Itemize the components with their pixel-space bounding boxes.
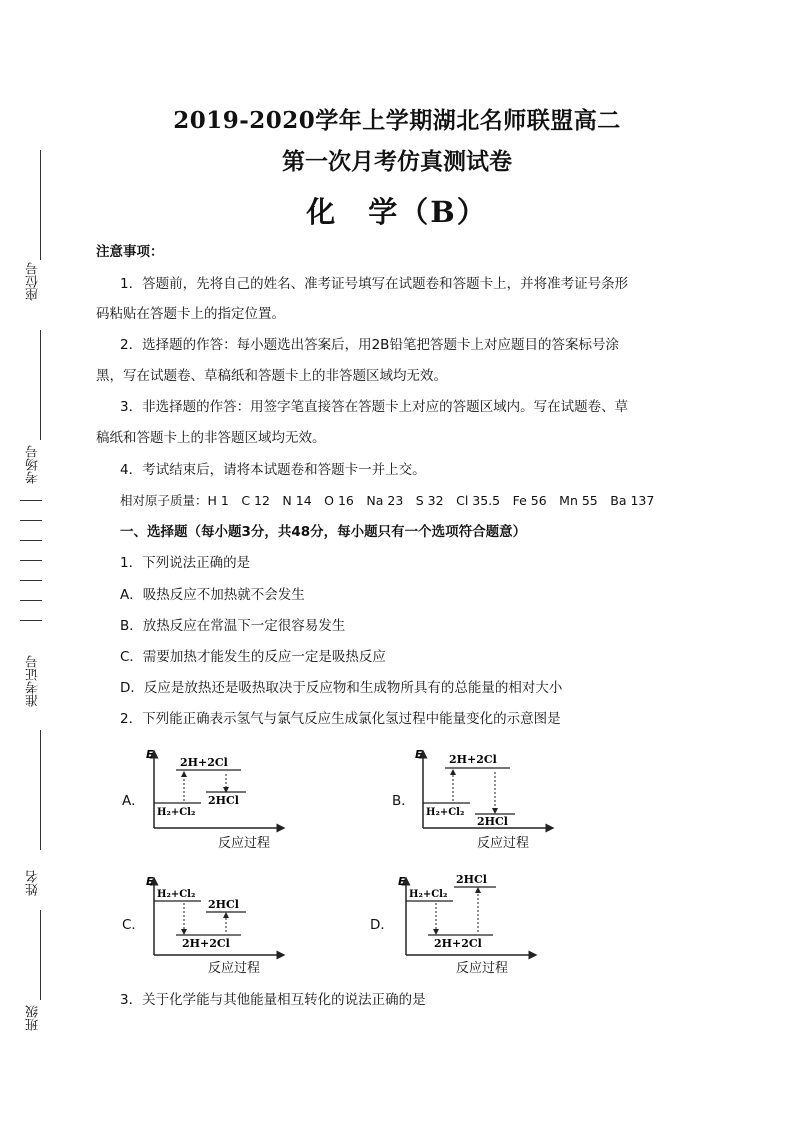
name-label: 姓名	[26, 870, 41, 896]
energy-diagram-a	[146, 748, 286, 852]
atoms-level: 2H+2Cl	[449, 753, 497, 766]
notice-item: 4．考试结束后，请将本试题卷和答题卡一并上交。	[120, 462, 426, 478]
reactants-level: H₂+Cl₂	[409, 889, 448, 900]
q2-option-a-label: A．	[122, 793, 145, 809]
axis-x-label: 反应过程	[456, 961, 509, 976]
page-subtitle: 第一次月考仿真测试卷	[282, 148, 512, 175]
binding-line	[40, 730, 41, 850]
notice-heading: 注意事项：	[96, 244, 164, 260]
energy-diagram-d	[398, 875, 538, 979]
ticket-grid	[20, 500, 42, 640]
q2-option-d-label: D．	[370, 917, 394, 933]
room-label: 考场号	[26, 445, 41, 484]
binding-line	[40, 910, 41, 1000]
question-2-stem: 2．下列能正确表示氢气与氯气反应生成氯化氢过程中能量变化的示意图是	[120, 711, 561, 727]
product-level: 2HCl	[456, 873, 487, 886]
section-heading: 一、选择题（每小题3分，共48分，每小题只有一个选项符合题意）	[120, 524, 527, 540]
axis-x-label: 反应过程	[218, 836, 271, 851]
axis-x-label: 反应过程	[208, 961, 261, 976]
reactants-level: H₂+Cl₂	[426, 807, 465, 818]
class-label: 班级	[26, 1005, 41, 1031]
axis-x-label: 反应过程	[477, 836, 530, 851]
q2-option-c-label: C．	[122, 917, 145, 933]
q2-option-b-label: B．	[392, 793, 415, 809]
q1-option-c: C．需要加热才能发生的反应一定是吸热反应	[120, 649, 386, 665]
product-level: 2HCl	[477, 815, 508, 828]
energy-diagram-b	[415, 748, 555, 852]
notice-item: 1．答题前，先将自己的姓名、准考证号填写在试题卷和答题卡上，并将准考证号条形	[120, 276, 629, 292]
atomic-mass-line: 相对原子质量：H 1 C 12 N 14 O 16 Na 23 S 32 Cl 35.5 Fe 56 Mn 55 Ba 137	[120, 493, 655, 508]
axis-e-label: E	[146, 875, 154, 888]
q1-option-d: D．反应是放热还是吸热取决于反应物和生成物所具有的总能量的相对大小	[120, 680, 563, 696]
binding-line	[40, 330, 41, 440]
atoms-level: 2H+2Cl	[182, 937, 230, 950]
axis-e-label: E	[415, 748, 423, 761]
reactants-level: H₂+Cl₂	[157, 807, 196, 818]
subject-title: 化 学（B）	[306, 195, 488, 229]
question-3-stem: 3．关于化学能与其他能量相互转化的说法正确的是	[120, 992, 426, 1008]
q1-option-a: A．吸热反应不加热就不会发生	[120, 587, 305, 603]
atoms-level: 2H+2Cl	[434, 937, 482, 950]
product-level: 2HCl	[208, 794, 239, 807]
notice-item: 3．非选择题的作答：用签字笔直接答在答题卡上对应的答题区域内。写在试题卷、草	[120, 399, 629, 415]
notice-item: 码粘贴在答题卡上的指定位置。	[96, 306, 285, 322]
reactants-level: H₂+Cl₂	[157, 889, 196, 900]
q1-option-b: B．放热反应在常温下一定很容易发生	[120, 618, 346, 634]
energy-diagram-c	[146, 875, 286, 979]
notice-item: 黑，写在试题卷、草稿纸和答题卡上的非答题区域均无效。	[96, 368, 447, 384]
notice-item: 2．选择题的作答：每小题选出答案后，用2B铅笔把答题卡上对应题目的答案标号涂	[120, 337, 619, 353]
ticket-label: 准考证号	[26, 655, 41, 707]
question-1-stem: 1．下列说法正确的是	[120, 555, 251, 571]
axis-e-label: E	[146, 748, 154, 761]
seat-label: 座位号	[26, 262, 41, 301]
product-level: 2HCl	[208, 898, 239, 911]
atoms-level: 2H+2Cl	[180, 756, 228, 769]
page-title: 2019-2020学年上学期湖北名师联盟高二	[173, 107, 621, 134]
notice-item: 稿纸和答题卡上的非答题区域均无效。	[96, 430, 326, 446]
axis-e-label: E	[398, 875, 406, 888]
